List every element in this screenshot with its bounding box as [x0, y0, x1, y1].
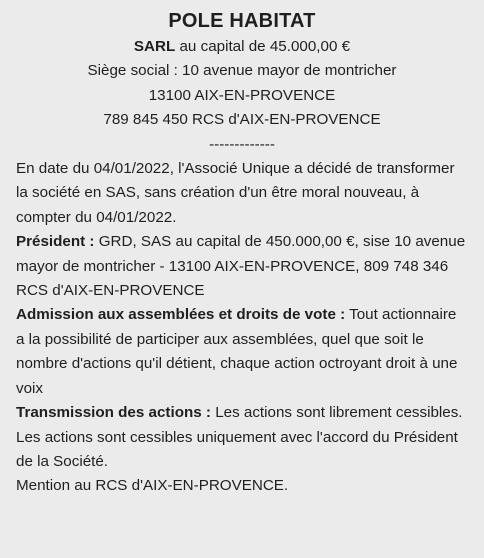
transmission-text: Les actions sont librement cessibles. Les actions sont cessibles uniquement avec l'accord du Président de la Société.: [16, 404, 463, 470]
transmission-label: Transmission des actions :: [16, 404, 211, 422]
postal-city: 13100 AIX-EN-PROVENCE: [148, 86, 336, 104]
company-name: POLE HABITAT: [168, 10, 316, 32]
transmission-paragraph: [16, 401, 468, 474]
capital-text: au capital de 45.000,00 €: [175, 38, 351, 55]
admission-label: Admission aux assemblées et droits de vote :: [16, 306, 346, 324]
president-paragraph: [16, 230, 468, 303]
legal-form-line: [16, 35, 468, 59]
mention-paragraph: Mention au RCS d'AIX-EN-PROVENCE.: [16, 477, 289, 495]
legal-form: SARL: [133, 38, 176, 55]
admission-text: Tout actionnaire a la possibilité de participer aux assemblées, quel que soit le nombre d'actions qu'il détient, chaque action octroyant droit à une voix: [16, 306, 458, 397]
rcs-number: 789 845 450 RCS d'AIX-EN-PROVENCE: [103, 111, 381, 129]
president-label: Président :: [16, 233, 95, 251]
president-text: GRD, SAS au capital de 450.000,00 €, sise 10 avenue mayor de montricher - 13100 AIX-EN-PROVENCE, 809 748 346 RCS d'AIX-EN-PROVENCE: [16, 233, 466, 300]
siege-social: Siège social : 10 avenue mayor de montricher: [87, 62, 397, 80]
intro-paragraph: En date du 04/01/2022, l'Associé Unique a décidé de transformer la société en SAS, sans création d'un être moral nouveau, à compter du 04/01/2022.: [16, 160, 455, 226]
separator: -------------: [209, 135, 275, 153]
admission-paragraph: [16, 303, 468, 401]
notice-body: [16, 157, 468, 499]
